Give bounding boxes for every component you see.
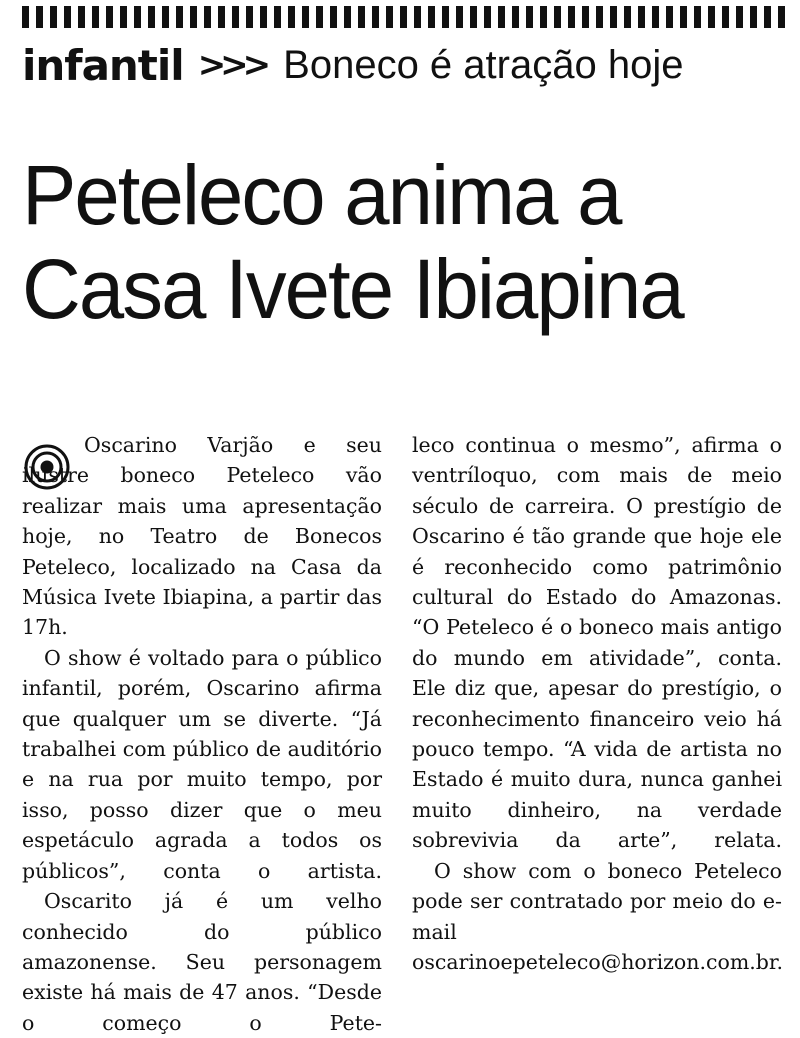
article-column-right	[412, 430, 782, 977]
article-paragraph: Oscarino Varjão e seu ilustre boneco Peteleco vão realizar mais uma apresentação hoje, no Teatro de Bonecos Peteleco, localizado na Casa da Música Ivete Ibiapina, a partir das 17h.	[22, 433, 382, 640]
article-column-left	[22, 430, 382, 1038]
headline-line-1: Peteleco anima a	[22, 148, 621, 242]
section-kicker	[22, 34, 683, 96]
section-label: infantil	[22, 40, 184, 90]
headline	[22, 148, 769, 336]
article-paragraph: O show é voltado para o público infantil, porém, Oscarino afirma que qualquer um se diverte. “Já trabalhei com público de auditório e na rua por muito tempo, por isso, posso dizer que o meu espetáculo agrada a todos os públicos”, conta o artista.	[22, 645, 382, 883]
kicker-subtitle: Boneco é atração hoje	[283, 42, 684, 87]
article-paragraph: Oscarito já é um velho conhecido do público amazonense. Seu personagem existe há mais de 47 anos. “Desde o começo o Pete-	[22, 889, 382, 1035]
article-paragraph: leco continua o mesmo”, afirma o ventríloquo, com mais de meio século de carreira. O prestígio de Oscarino é tão grande que hoje ele é reconhecido como patrimônio cultural do Estado do Amazonas. “O Peteleco é o boneco mais antigo do mundo em atividade”, conta. Ele diz que, apesar do prestígio, o reconhecimento financeiro veio há pouco tempo. “A vida de artista no Estado é muito dura, nunca ganhei muito dinheiro, na verdade sobrevivia da arte”, relata.	[412, 433, 782, 853]
headline-line-2: Casa Ivete Ibiapina	[22, 242, 683, 336]
kicker-arrows: >>>	[197, 45, 266, 85]
article-paragraph: O show com o boneco Peteleco pode ser contratado por meio do e-mail oscarinoepeteleco@horizon.com.br.	[412, 858, 783, 974]
decorative-dash-bar	[22, 6, 788, 28]
